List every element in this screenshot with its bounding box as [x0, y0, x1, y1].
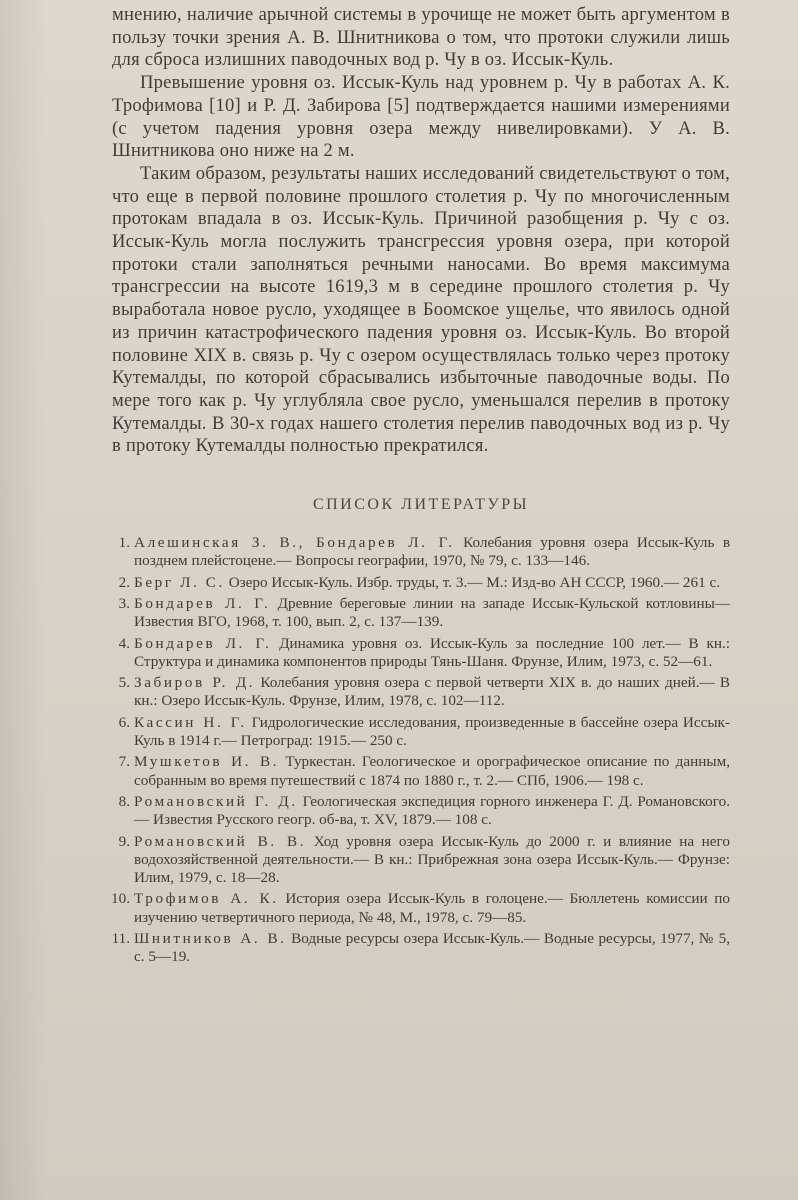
paragraph-conclusion: Таким образом, результаты наших исследований свидетельствуют о том, что еще в первой половине прошлого столетия р. Чу по многочисленным протокам впадала в оз. Иссык-Куль. Причиной разобщения р. Чу с оз. Иссык-Куль могла послужить трансгрессия уровня озера, при которой протоки стали заполняться речными наносами. Во время максимума трансгрессии на высоте 1619,3 м в середине прошлого столетия р. Чу выработала новое русло, уходящее в Боомское ущелье, что явилось одной из причин катастрофического падения уровня оз. Иссык-Куль. Во второй половине XIX в. связь р. Чу с озером осуществлялась только через протоку Кутемалды, по которой сбрасывались избыточные паводочные воды. По мере того как р. Чу углубляла свое русло, уменьшался перелив в протоку Кутемалды. В 30-х годах нашего столетия перелив паводочных вод из р. Чу в протоку Кутемалды полностью прекратился.: [112, 162, 730, 457]
reference-item: [112, 753, 730, 790]
reference-author: Бондарев Л. Г.: [134, 594, 271, 612]
reference-item: [112, 674, 730, 711]
reference-number: 11.: [111, 930, 130, 947]
page-edge-shadow: [0, 0, 46, 1200]
paragraph-level-comparison: Превышение уровня оз. Иссык-Куль над уровнем р. Чу в работах А. К. Трофимова [10] и Р. Д. Забирова [5] подтверждается нашими измерениями (с учетом падения уровня озера между нивелировками). У А. В. Шнитникова оно ниже на 2 м.: [112, 72, 730, 162]
references-list: [112, 534, 730, 967]
reference-item: [112, 534, 730, 571]
reference-text: Туркестан. Геологическое и орографическое описание по данным, собранным во время путешествий с 1874 по 1880 г., т. 2.— СПб, 1906.— 198 с.: [134, 753, 730, 789]
reference-number: 8.: [118, 792, 130, 810]
reference-item: [112, 635, 730, 672]
body-text: [112, 0, 730, 458]
reference-author: Забиров Р. Д.: [134, 674, 256, 692]
reference-author: Берг Л. С.: [134, 573, 225, 591]
reference-text: Геологическая экспедиция горного инженера Г. Д. Романовского.— Известия Русского геогр. об-ва, т. XV, 1879.— 108 с.: [134, 792, 730, 829]
reference-number: 7.: [118, 753, 130, 771]
reference-item: [112, 890, 730, 927]
reference-text: Динамика уровня оз. Иссык-Куль за последние 100 лет.— В кн.: Структура и динамика компонентов природы Тянь-Шаня. Фрунзе, Илим, 1973, с. 52—61.: [134, 634, 731, 670]
reference-item: [112, 714, 730, 751]
reference-author: Мушкетов И. В.: [134, 753, 280, 771]
reference-text: Ход уровня озера Иссык-Куль до 2000 г. и влияние на него водохозяйственной деятельности.— В кн.: Прибрежная зона озера Иссык-Куль.— Фрунзе: Илим, 1979, с. 18—28.: [134, 832, 730, 887]
reference-author: Трофимов А. К.: [134, 890, 279, 908]
reference-item: [112, 833, 730, 888]
reference-text: Древние береговые линии на западе Иссык-Кульской котловины— Известия ВГО, 1968, т. 100, вып. 2, с. 137—139.: [134, 594, 730, 631]
reference-author: Кассин Н. Г.: [134, 713, 247, 731]
reference-item: [112, 574, 730, 592]
reference-number: 3.: [118, 594, 130, 612]
reference-text: Гидрологические исследования, произведенные в бассейне озера Иссык-Куль в 1914 г.— Петроград: 1915.— 250 с.: [134, 713, 730, 750]
reference-item: [112, 793, 730, 830]
reference-author: Романовский В. В.: [134, 832, 307, 850]
reference-text: Озеро Иссык-Куль. Избр. труды, т. 3.— М.: Изд-во АН СССР, 1960.— 261 с.: [224, 573, 721, 591]
reference-author: Бондарев Л. Г.: [134, 634, 272, 652]
reference-text: Колебания уровня озера с первой четверти XIX в. до наших дней.— В кн.: Озеро Иссык-Куль. Фрунзе, Илим, 1978, с. 102—112.: [134, 674, 730, 710]
reference-text: Водные ресурсы озера Иссык-Куль.— Водные ресурсы, 1977, № 5, с. 5—19.: [134, 930, 730, 966]
reference-text: История озера Иссык-Куль в голоцене.— Бюллетень комиссии по изучению четвертичного периода, № 48, М., 1978, с. 79—85.: [134, 890, 731, 926]
reference-number: 6.: [118, 713, 130, 731]
references-title: СПИСОК ЛИТЕРАТУРЫ: [312, 496, 530, 514]
reference-item: [112, 595, 730, 632]
reference-author: Романовский Г. Д.: [134, 792, 298, 810]
reference-item: [112, 930, 730, 967]
reference-number: 1.: [118, 534, 130, 552]
reference-number: 4.: [118, 634, 130, 652]
reference-author: Алешинская З. В., Бондарев Л. Г.: [134, 534, 455, 552]
reference-number: 9.: [118, 832, 130, 850]
reference-text: Колебания уровня озера Иссык-Куль в позднем плейстоцене.— Вопросы географии, 1970, № 79, с. 133—146.: [134, 534, 730, 570]
reference-number: 10.: [111, 890, 130, 908]
reference-number: 2.: [118, 573, 130, 591]
paragraph-continuation: мнению, наличие арычной системы в урочище не может быть аргументом в пользу точки зрения А. В. Шнитникова о том, что протоки служили лишь для сброса излишних паводочных вод р. Чу в оз. Иссык-Куль.: [112, 4, 730, 71]
reference-author: Шнитников А. В.: [134, 930, 287, 947]
reference-number: 5.: [118, 674, 130, 692]
